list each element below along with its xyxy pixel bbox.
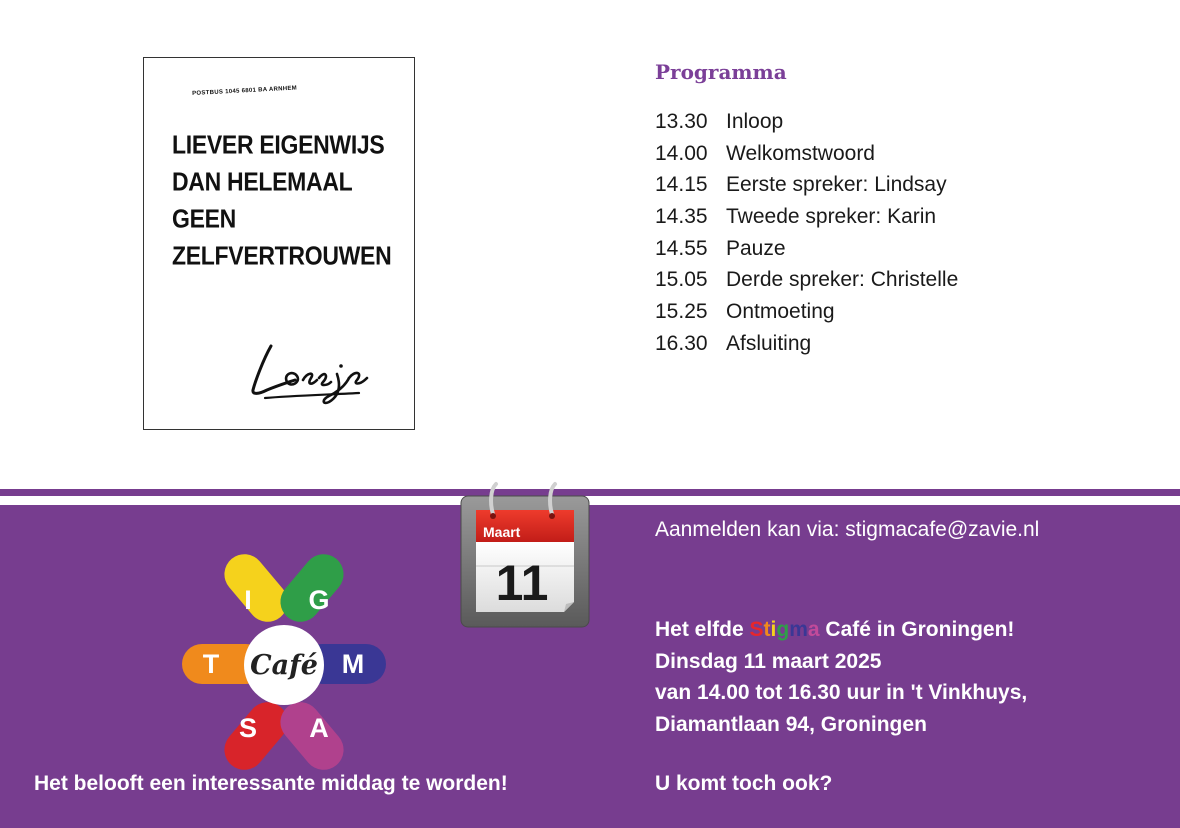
programma-time: 15.05 — [655, 268, 708, 292]
logo-letter-i: I — [244, 585, 252, 615]
logo-letter-m: M — [341, 649, 365, 679]
tagline: Het belooft een interessante middag te worden! — [34, 772, 508, 795]
event-date: Dinsdag 11 maart 2025 — [655, 649, 882, 673]
programma-row — [655, 138, 1135, 170]
programma-label: Derde spreker: Christelle — [726, 268, 959, 292]
programma-list — [655, 106, 1135, 360]
programma-time: 16.30 — [655, 331, 708, 355]
programma-title: Programma — [655, 60, 787, 84]
logo-letter-s: S — [238, 713, 257, 743]
event-details — [655, 614, 1027, 740]
stigma-letter: g — [776, 618, 790, 641]
purple-divider-stripe — [0, 489, 1180, 496]
programma-label: Pauze — [726, 236, 786, 260]
programma-label: Inloop — [726, 109, 784, 133]
poster-address: POSTBUS 1045 6801 BA ARNHEM — [192, 85, 298, 97]
stigma-cafe-logo — [178, 568, 390, 758]
loesje-signature-logo — [249, 338, 379, 408]
calendar-month: Maart — [483, 524, 521, 540]
programma-row — [655, 201, 1135, 233]
logo-letter-a: A — [309, 713, 329, 743]
event-time-location: van 14.00 tot 16.30 uur in 't Vinkhuys, — [655, 681, 1028, 704]
programma-label: Tweede spreker: Karin — [726, 204, 937, 228]
event-headline-suffix: Café in Groningen! — [819, 618, 1015, 641]
programma-row — [655, 328, 1135, 360]
stigma-letter: S — [749, 618, 764, 641]
poster-line-4: ZELFVERTROUWEN — [172, 241, 392, 271]
poster-line-3: GEEN — [172, 204, 236, 234]
programma-time: 14.35 — [655, 204, 708, 228]
stigma-letter: t — [763, 618, 771, 641]
stigma-colored-word — [750, 618, 820, 641]
stigma-letter: m — [789, 618, 808, 641]
stigma-letter: a — [807, 618, 820, 641]
registration-text: Aanmelden kan via: stigmacafe@zavie.nl — [655, 518, 1040, 541]
event-headline-prefix: Het elfde — [655, 618, 750, 641]
programma-label: Afsluiting — [726, 331, 812, 355]
loesje-poster — [143, 57, 415, 430]
calendar-icon — [460, 480, 590, 628]
closing-question: U komt toch ook? — [655, 772, 833, 795]
event-headline — [655, 614, 1027, 646]
programma-time: 14.55 — [655, 236, 708, 260]
event-address: Diamantlaan 94, Groningen — [655, 712, 927, 736]
programma-row — [655, 233, 1135, 265]
programma-time: 14.15 — [655, 173, 708, 197]
poster-line-1: LIEVER EIGENWIJS — [172, 130, 385, 160]
programma-time: 14.00 — [655, 141, 708, 165]
stigma-letter: i — [770, 618, 777, 641]
programma-row — [655, 296, 1135, 328]
programma-label: Ontmoeting — [726, 299, 835, 323]
programma-row — [655, 264, 1135, 296]
programma-label: Welkomstwoord — [726, 141, 875, 165]
programma-label: Eerste spreker: Lindsay — [726, 173, 947, 197]
programma-time: 15.25 — [655, 299, 708, 323]
programma-row — [655, 106, 1135, 138]
logo-cafe-text: Café — [244, 625, 324, 705]
programma-row — [655, 169, 1135, 201]
logo-letter-g: G — [308, 585, 330, 615]
programma-time: 13.30 — [655, 109, 708, 133]
poster-line-2: DAN HELEMAAL — [172, 167, 353, 197]
logo-letter-t: T — [202, 649, 220, 679]
calendar-day: 11 — [495, 555, 549, 611]
